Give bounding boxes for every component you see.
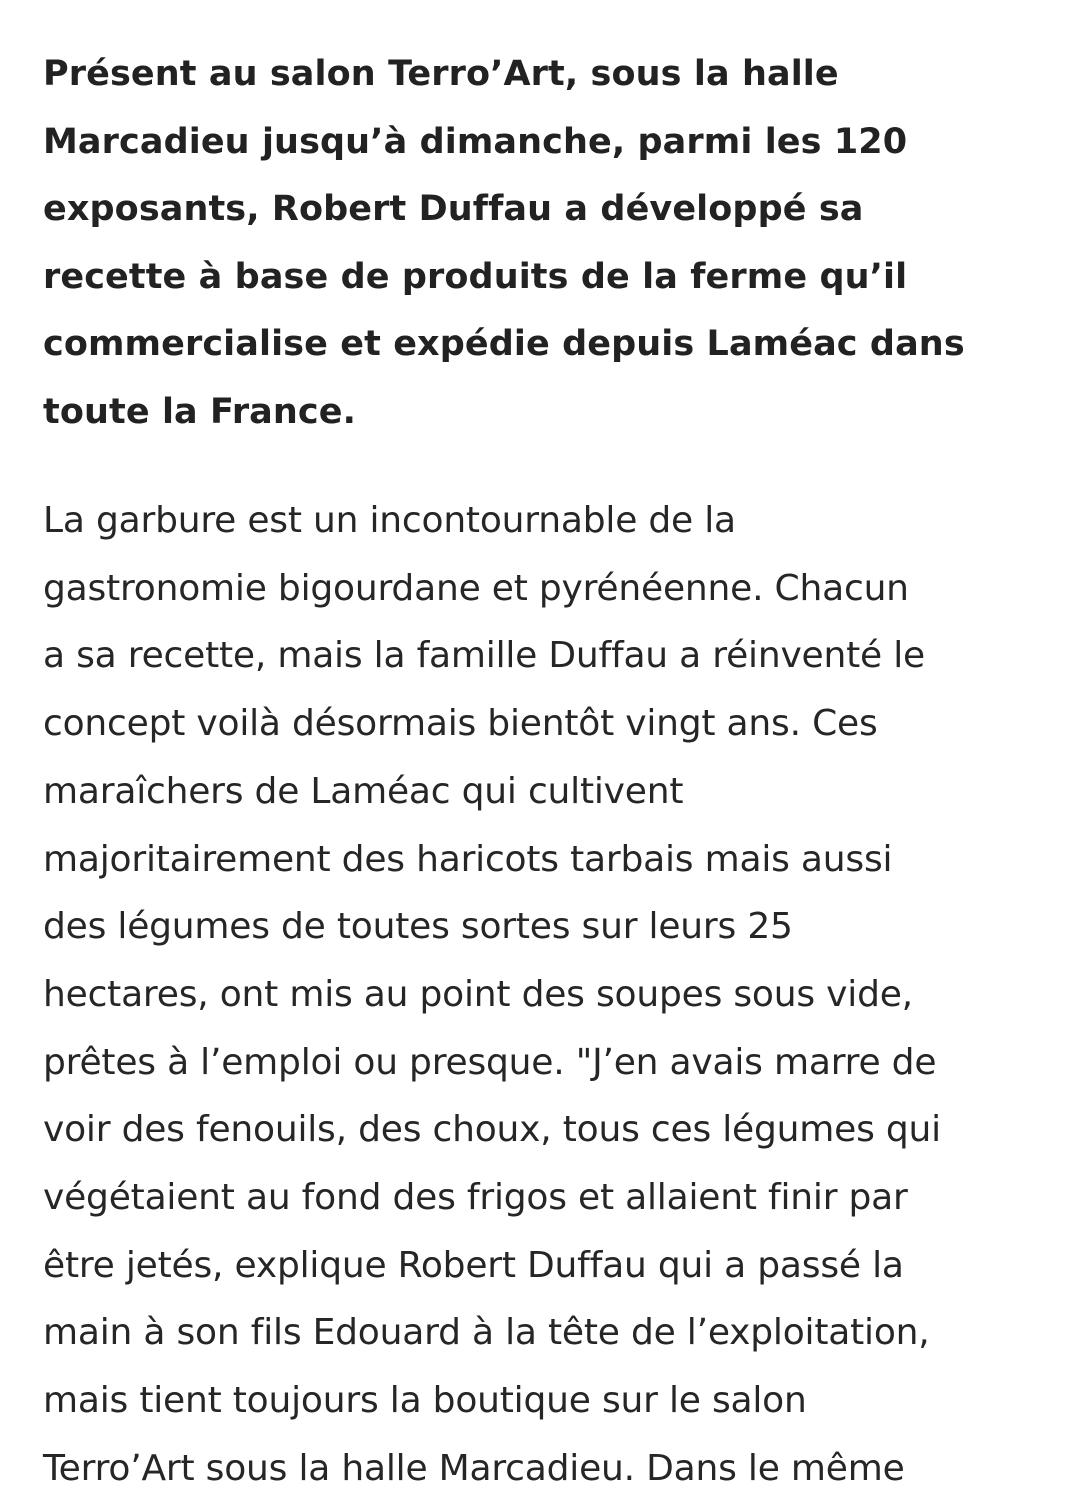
body-line: voir des fenouils, des choux, tous ces légumes qui	[43, 1109, 941, 1151]
article-lead-paragraph	[43, 41, 1043, 447]
lead-line: recette à base de produits de la ferme qu’il	[43, 256, 908, 297]
lead-line: commercialise et expédie depuis Laméac dans	[43, 324, 965, 365]
body-line: La garbure est un incontournable de la	[43, 500, 736, 541]
body-line: des légumes de toutes sortes sur leurs 25	[43, 906, 793, 948]
body-line: être jetés, explique Robert Duffau qui a passé la	[43, 1244, 904, 1286]
article-body-paragraph	[43, 487, 1053, 1503]
body-line: mais tient toujours la boutique sur le salon	[43, 1380, 807, 1422]
body-line: maraîchers de Laméac qui cultivent	[43, 770, 684, 812]
body-line: hectares, ont mis au point des soupes sous vide,	[43, 973, 913, 1015]
body-line: concept voilà désormais bientôt vingt ans. Ces	[43, 703, 878, 745]
body-line: a sa recette, mais la famille Duffau a réinventé le	[43, 635, 925, 677]
lead-line: toute la France.	[43, 391, 356, 432]
body-line: majoritairement des haricots tarbais mais aussi	[43, 838, 893, 880]
body-line: végétaient au fond des frigos et allaient finir par	[43, 1177, 908, 1219]
lead-line: Présent au salon Terro’Art, sous la halle	[43, 54, 839, 94]
body-line: main à son fils Edouard à la tête de l’exploitation,	[43, 1312, 930, 1354]
lead-line: Marcadieu jusqu’à dimanche, parmi les 120	[43, 121, 908, 162]
lead-line: exposants, Robert Duffau a développé sa	[43, 189, 864, 230]
body-line: gastronomie bigourdane et pyrénéenne. Chacun	[43, 567, 909, 609]
body-line: prêtes à l’emploi ou presque. "J’en avais marre de	[43, 1041, 937, 1083]
body-line: Terro’Art sous la halle Marcadieu. Dans le même	[43, 1447, 905, 1489]
